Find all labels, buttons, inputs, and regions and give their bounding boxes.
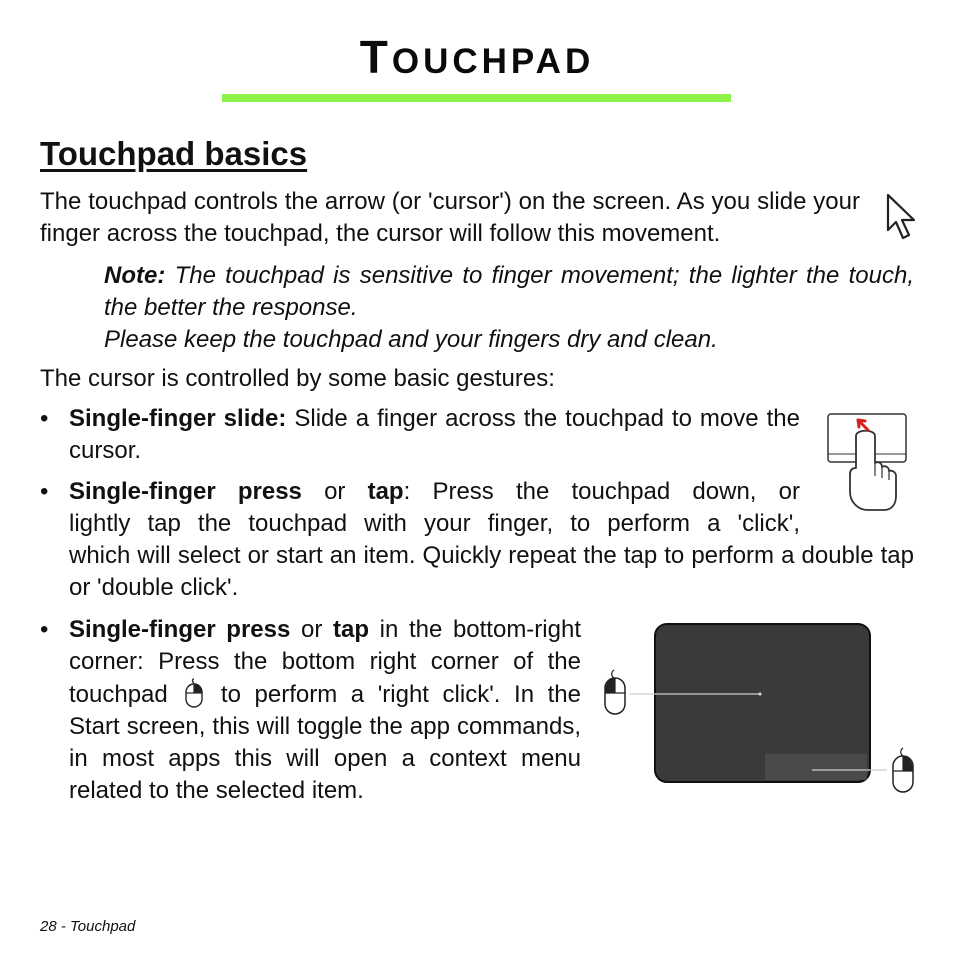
bullet-term: Single-finger press: [69, 478, 302, 505]
bullet-text: : Press the touchpad down, or: [403, 478, 800, 505]
touchpad-diagram: [600, 620, 920, 800]
bullet-conjunction: or: [290, 616, 333, 643]
note-line-1: [104, 260, 914, 324]
bullet-term: Single-finger press: [69, 616, 291, 643]
chapter-title-rest: OUCHPAD: [391, 42, 595, 81]
note-line-2: Please keep the touchpad and your fingers dry and clean.: [104, 326, 718, 353]
chapter-title: [0, 30, 954, 89]
bullet-marker: •: [40, 616, 49, 643]
bullet-text: Slide a finger across the touchpad to move the cursor.: [69, 405, 800, 464]
chapter-title-initial: T: [359, 31, 392, 83]
note-label: Note:: [104, 262, 166, 289]
section-heading: Touchpad basics: [40, 135, 308, 172]
mouse-right-click-icon: [183, 678, 205, 708]
touchpad-right-click-zone: [765, 754, 867, 780]
bullet-single-finger-slide: [69, 403, 800, 467]
bullet-conjunction: or: [301, 478, 368, 505]
bullet-term: tap: [332, 616, 369, 643]
note-text-1: The touchpad is sensitive to finger movement; the lighter the touch, the better the response.: [104, 262, 914, 321]
bullet-marker: •: [40, 478, 49, 505]
bullet-press-tap-line-1: [69, 476, 800, 508]
chapter-title-underline: [222, 94, 731, 102]
page-footer: 28 - Touchpad: [40, 918, 136, 935]
mouse-right-click-icon: [893, 748, 913, 792]
hand-swipe-icon: [826, 410, 908, 512]
bullet-right-click: [69, 614, 581, 807]
bullet-text: in the bottom-right corner: Press the bottom right corner of the touchpad: [69, 616, 581, 708]
intro-paragraph: The touchpad controls the arrow (or 'cursor') on the screen. As you slide your finger across the touchpad, the cursor will follow this movement.: [40, 188, 860, 247]
bullet-text: to perform a 'right click'. In the Start screen, this will toggle the app commands, in most apps this will open a context menu related to the selected item.: [69, 681, 582, 804]
bullet-marker: •: [40, 405, 49, 432]
bullet-term: Single-finger slide:: [69, 405, 287, 432]
mouse-left-click-icon: [605, 670, 625, 714]
cursor-arrow-icon: [884, 192, 918, 244]
note-block: [104, 260, 914, 356]
bullet-term: tap: [367, 478, 404, 505]
bullet-press-tap-line-2: lightly tap the touchpad with your finger, to perform a 'click',: [69, 510, 800, 537]
bullet-press-tap-rest: which will select or start an item. Quickly repeat the tap to perform a double tap or 'double click'.: [69, 542, 914, 601]
gestures-intro: The cursor is controlled by some basic gestures:: [40, 365, 555, 392]
